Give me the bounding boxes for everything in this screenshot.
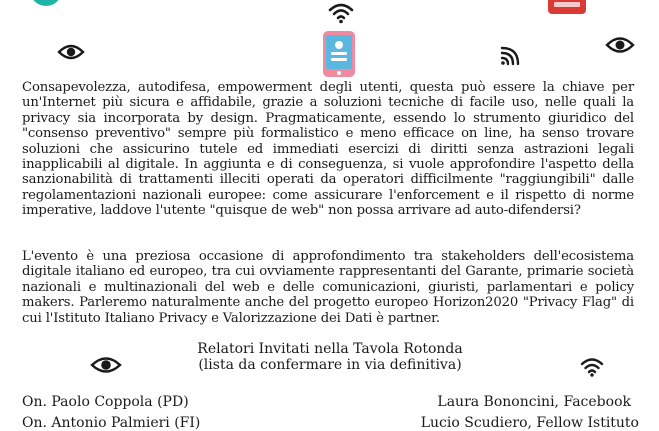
smartphone-icon	[322, 30, 356, 82]
speaker-right: Laura Bononcini, Facebook	[437, 394, 631, 410]
speakers-subtitle: (lista da confermare in via definitiva)	[198, 357, 462, 373]
speaker-right: Lucio Scudiero, Fellow Istituto	[420, 415, 639, 431]
eye-icon	[90, 355, 122, 379]
wifi-icon	[500, 44, 522, 70]
speakers-title: Relatori Invitati nella Tavola Rotonda	[197, 341, 463, 357]
eye-icon	[57, 43, 85, 65]
event-paragraph: L'evento è una preziosa occasione di approfondimento tra stakeholders dell'ecosistema digitale italiano ed europeo, tra cui ovviamente rappresentanti del Garante, primarie società nazionali e multinazionali del web e delle comunicazioni, giuristi, parlamentari e policy makers. Parleremo naturalmente anche del progetto europeo Horizon2020 "Privacy Flag" di cui l'Istituto Italiano Privacy e Valorizzazione dei Dati è partner.	[22, 249, 634, 326]
speaker-left: On. Antonio Palmieri (FI)	[22, 415, 201, 431]
youtube-icon	[548, 0, 586, 18]
wifi-icon	[328, 2, 354, 28]
intro-paragraph: Consapevolezza, autodifesa, empowerment degli utenti, questa può essere la chiave per un'Internet più sicura e affidabile, grazie a soluzioni tecniche di facile uso, nelle quali la privacy sia incorporata by design. Pragmaticamente, essendo lo strumento giuridico del "consenso preventivo" sempre più formalistico e meno efficace on line, ha senso trovare soluzioni che assicurino tutele ed immediati esercizi di diritti senza astrazioni legali inapplicabili al digitale. In aggiunta e di conseguenza, si vuole approfondire l'aspetto della sanzionabilità di trattamenti illeciti operati da operatori difficilmente "raggiungibili" dalle regolamentazioni nazionali europee: come assicurare l'enforcement e il rispetto di norme imperative, laddove l'utente "quisque de web" non possa arrivare ad auto-difendersi?	[22, 80, 634, 219]
wifi-icon	[580, 357, 604, 381]
eye-icon	[605, 35, 635, 59]
speaker-left: On. Paolo Coppola (PD)	[22, 394, 189, 410]
teal-circle-icon	[28, 0, 64, 12]
